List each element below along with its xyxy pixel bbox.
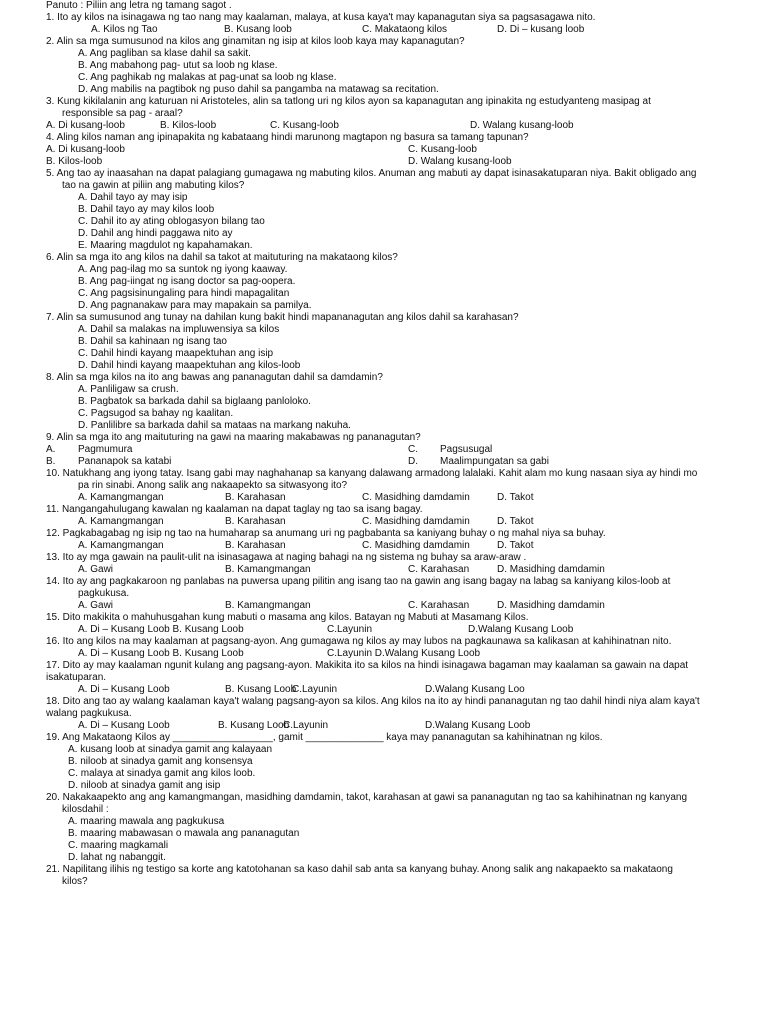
text-cell: A. Kilos ng Tao xyxy=(91,24,158,35)
text-cell: A. Kamangmangan xyxy=(78,492,164,503)
text-cell: B. Kamangmangan xyxy=(225,564,311,575)
text-cell: C. Kusang-loob xyxy=(270,120,339,131)
text-cell: 14. Ito ay ang pagkakaroon ng panlabas na puwersa upang pilitin ang isang tao na gawin ang isang bagay na labag sa kaniyang kilos-loob at xyxy=(46,576,671,587)
text-cell: C. Karahasan xyxy=(408,564,470,575)
text-cell: D. Takot xyxy=(497,516,534,527)
text-cell: B. Ang mabahong pag- utut sa loob ng klase. xyxy=(78,60,278,71)
text-cell: 21. Napilitang ilihis ng testigo sa korte ang katotohanan sa kaso dahil sab anta sa kanyang buhay. Anong salik ang nakapaekto sa makataong xyxy=(46,864,673,875)
text-cell: D. Di – kusang loob xyxy=(497,24,585,35)
text-cell: 7. Alin sa sumusunod ang tunay na dahilan kung bakit hindi mapananagutan ang kilos dahil sa karahasan? xyxy=(46,312,519,323)
text-cell: D. Takot xyxy=(497,492,534,503)
text-cell: A. Ang pag-ilag mo sa suntok ng iyong kaaway. xyxy=(78,264,288,275)
text-cell: 17. Dito ay may kaalaman ngunit kulang ang pagsang-ayon. Makikita ito sa kilos na hindi isinagawa bagaman may kaalaman sa gawain na dapat xyxy=(46,660,689,671)
text-cell: 18. Dito ang tao ay walang kaalaman kaya't walang pagsang-ayon sa kilos. Ang kilos na ito ay hindi pananagutan ng tao dahil hindi niya alam kaya't xyxy=(46,696,700,707)
text-cell: B. Kusang Loob xyxy=(225,684,297,695)
text-cell: 5. Ang tao ay inaasahan na dapat palagiang gumagawa ng mabuting kilos. Anuman ang mabuti ay dapat isinasakatuparan niya. Bakit obligado ang xyxy=(46,168,697,179)
text-cell: B. Karahasan xyxy=(225,540,286,551)
text-cell: 6. Alin sa mga ito ang kilos na dahil sa takot at maituturing na makataong kilos? xyxy=(46,252,398,263)
text-cell: D. Dahil ang hindi paggawa nito ay xyxy=(78,228,233,239)
text-cell: A. xyxy=(46,444,56,455)
text-cell: A. Gawi xyxy=(78,564,114,575)
text-cell: A. Gawi xyxy=(78,600,114,611)
text-cell: B. xyxy=(46,456,56,467)
text-cell: 11. Nangangahulugang kawalan ng kaalaman na dapat taglay ng tao sa isang bagay. xyxy=(46,504,423,515)
text-cell: B. Ang pag-iingat ng isang doctor sa pag-oopera. xyxy=(78,276,296,287)
text-cell: D.Walang Kusang Loo xyxy=(425,684,525,695)
text-cell: Pananapok sa katabi xyxy=(78,456,172,467)
text-cell: C.Layunin xyxy=(283,720,329,731)
text-cell: 3. Kung kikilalanin ang katuruan ni Aristoteles, alin sa tatlong uri ng kilos ayon sa kapanagutan ang ipinakita ng estudyanteng masipag at xyxy=(46,96,651,107)
text-cell: B. Kamangmangan xyxy=(225,600,311,611)
text-cell: C.Layunin xyxy=(327,624,373,635)
text-cell: A. Di – Kusang Loob xyxy=(78,720,170,731)
text-cell: A. Dahil tayo ay may isip xyxy=(78,192,188,203)
text-cell: B. Dahil sa kahinaan ng isang tao xyxy=(78,336,227,347)
text-cell: A. kusang loob at sinadya gamit ang kalayaan xyxy=(68,744,273,755)
text-cell: kilos? xyxy=(62,876,88,887)
text-cell: B. Karahasan xyxy=(225,516,286,527)
text-cell: D.Walang Kusang Loob xyxy=(425,720,531,731)
text-cell: A. maaring mawala ang pagkukusa xyxy=(68,816,225,827)
text-cell: D. Masidhing damdamin xyxy=(497,600,605,611)
text-cell: D.Walang Kusang Loob xyxy=(468,624,574,635)
text-cell: 15. Dito makikita o mahuhusgahan kung mabuti o masama ang kilos. Batayan ng Mabuti at Masamang Kilos. xyxy=(46,612,529,623)
text-cell: C. Ang pagsisinungaling para hindi mapagalitan xyxy=(78,288,290,299)
text-cell: B. Kusang loob xyxy=(224,24,292,35)
text-cell: E. Maaring magdulot ng kapahamakan. xyxy=(78,240,253,251)
text-cell: 2. Alin sa mga sumusunod na kilos ang ginamitan ng isip at kilos loob kaya may kapanagutan? xyxy=(46,36,465,47)
text-cell: D. Walang kusang-loob xyxy=(470,120,574,131)
text-cell: A. Di – Kusang Loob B. Kusang Loob xyxy=(78,624,244,635)
text-cell: C. Masidhing damdamin xyxy=(362,540,470,551)
text-cell: B. Dahil tayo ay may kilos loob xyxy=(78,204,215,215)
text-cell: A. Di kusang-loob xyxy=(46,144,125,155)
text-cell: D. Ang pagnanakaw para may mapakain sa pamilya. xyxy=(78,300,312,311)
text-cell: 10. Natukhang ang iyong tatay. Isang gabi may naghahanap sa kanyang dalawang armadong lalalaki. Kahit alam mo kung nasaan siya ay hindi mo xyxy=(46,468,698,479)
text-cell: C. Masidhing damdamin xyxy=(362,492,470,503)
text-cell: Pagsusugal xyxy=(440,444,493,455)
text-cell: D. xyxy=(408,456,418,467)
text-cell: 19. Ang Makataong Kilos ay __________________, gamit ______________ kaya may pananagutan sa kahihinatnan ng kilos. xyxy=(46,732,603,743)
text-cell: D. niloob at sinadya gamit ang isip xyxy=(68,780,221,791)
text-cell: A. Kamangmangan xyxy=(78,516,164,527)
instructions-text: Panuto : Piliin ang letra ng tamang sagot . xyxy=(46,0,232,11)
text-cell: C. Karahasan xyxy=(408,600,470,611)
text-cell: A. Di kusang-loob xyxy=(46,120,125,131)
text-cell: B. niloob at sinadya gamit ang konsensya xyxy=(68,756,253,767)
text-cell: C.Layunin D.Walang Kusang Loob xyxy=(327,648,481,659)
text-cell: C. Dahil hindi kayang maapektuhan ang isip xyxy=(78,348,274,359)
text-cell: A. Dahil sa malakas na impluwensiya sa kilos xyxy=(78,324,280,335)
text-cell: 1. Ito ay kilos na isinagawa ng tao nang may kaalaman, malaya, at kusa kaya't may kapanagutan siya sa pagsasagawa nito. xyxy=(46,12,596,23)
text-cell: tao na gawin at piliin ang mabuting kilos? xyxy=(62,180,245,191)
text-cell: Maalimpungatan sa gabi xyxy=(440,456,549,467)
text-cell: A. Di – Kusang Loob xyxy=(78,684,170,695)
text-cell: A. Kamangmangan xyxy=(78,540,164,551)
text-cell: C.Layunin xyxy=(292,684,338,695)
text-cell: walang pagkukusa. xyxy=(46,708,132,719)
text-cell: D. Masidhing damdamin xyxy=(497,564,605,575)
text-cell: A. Di – Kusang Loob B. Kusang Loob xyxy=(78,648,244,659)
text-cell: pagkukusa. xyxy=(78,588,130,599)
text-cell: B. Pagbatok sa barkada dahil sa biglaang panloloko. xyxy=(78,396,311,407)
text-cell: D. lahat ng nabanggit. xyxy=(68,852,166,863)
text-cell: C. Dahil ito ay ating oblogasyon bilang tao xyxy=(78,216,265,227)
text-cell: 8. Alin sa mga kilos na ito ang bawas ang pananagutan dahil sa damdamin? xyxy=(46,372,383,383)
text-cell: D. Dahil hindi kayang maapektuhan ang kilos-loob xyxy=(78,360,301,371)
text-cell: A. Panliligaw sa crush. xyxy=(78,384,179,395)
text-cell: D. Walang kusang-loob xyxy=(408,156,512,167)
text-cell: C. Makataong kilos xyxy=(362,24,448,35)
text-cell: D. Takot xyxy=(497,540,534,551)
text-cell: kilosdahil : xyxy=(62,804,109,815)
text-cell: D. Ang mabilis na pagtibok ng puso dahil sa pangamba na matawag sa recitation. xyxy=(78,84,439,95)
text-cell: C. xyxy=(408,444,418,455)
text-cell: C. Pagsugod sa bahay ng kaalitan. xyxy=(78,408,234,419)
text-cell: 9. Alin sa mga ito ang maituturing na gawi na maaring makabawas ng pananagutan? xyxy=(46,432,421,443)
text-cell: 13. Ito ay mga gawain na paulit-ulit na isinasagawa at naging bahagi na ng sistema ng buhay sa araw-araw . xyxy=(46,552,527,563)
text-cell: C. maaring magkamali xyxy=(68,840,169,851)
text-cell: C. Ang paghikab ng malakas at pag-unat sa loob ng klase. xyxy=(78,72,337,83)
text-cell: 16. Ito ang kilos na may kaalaman at pagsang-ayon. Ang gumagawa ng kilos ay may lubos na pagkaunawa sa kalikasan at kahihinatnan nito. xyxy=(46,636,672,647)
text-cell: C. Masidhing damdamin xyxy=(362,516,470,527)
text-cell: 4. Aling kilos naman ang ipinapakita ng kabataang hindi marunong magtapon ng basura sa tamang tapunan? xyxy=(46,132,529,143)
text-cell: 12. Pagkabagabag ng isip ng tao na humaharap sa anumang uri ng pagbabanta sa kaniyang buhay o ng mahal niya sa buhay. xyxy=(46,528,606,539)
text-cell: pa rin sinabi. Anong salik ang nakaapekto sa sitwasyong ito? xyxy=(78,480,348,491)
text-cell: B. Kilos-loob xyxy=(46,156,103,167)
text-cell: 20. Nakakaapekto ang ang kamangmangan, masidhing damdamin, takot, karahasan at gawi sa pananagutan ng tao sa kahihinatnan ng kanyang xyxy=(46,792,688,803)
text-cell: B. maaring mabawasan o mawala ang pananagutan xyxy=(68,828,300,839)
text-cell: Pagmumura xyxy=(78,444,133,455)
text-cell: A. Ang pagliban sa klase dahil sa sakit. xyxy=(78,48,251,59)
text-cell: B. Kusang Loob xyxy=(218,720,290,731)
text-cell: C. Kusang-loob xyxy=(408,144,477,155)
text-cell: isakatuparan. xyxy=(46,672,107,683)
text-cell: B. Karahasan xyxy=(225,492,286,503)
text-cell: B. Kilos-loob xyxy=(160,120,217,131)
text-cell: responsible sa pag - araal? xyxy=(62,108,183,119)
text-cell: D. Panlilibre sa barkada dahil sa mataas na markang nakuha. xyxy=(78,420,351,431)
text-cell: C. malaya at sinadya gamit ang kilos loob. xyxy=(68,768,256,779)
